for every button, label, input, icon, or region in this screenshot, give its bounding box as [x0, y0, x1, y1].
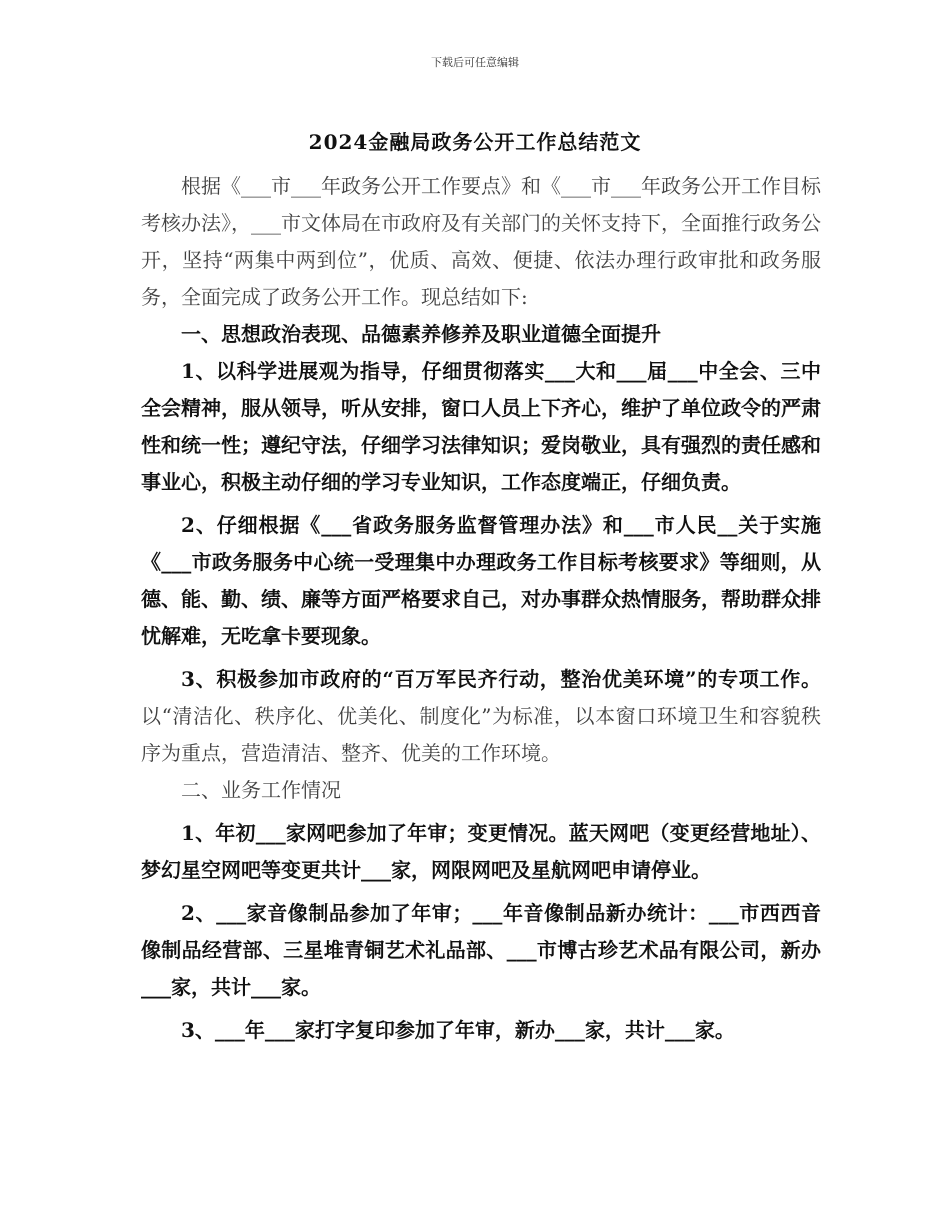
paragraph-business-2: 2、___家音像制品参加了年审；___年音像制品新办统计：___市西西音像制品经营部、三星堆青铜艺术礼品部、___市博古珍艺术品有限公司，新办___家，共计___家。: [141, 901, 821, 999]
paragraph-item-1: 1、以科学进展观为指导，仔细贯彻落实___大和___届___中全会、三中全会精神，服从领导，听从安排，窗口人员上下齐心，维护了单位政令的严肃性和统一性；遵纪守法，仔细学习法律知识；爱岗敬业，具有强烈的责任感和事业心，积极主动仔细的学习专业知识，工作态度端正，仔细负责。: [141, 359, 821, 494]
document-title: 2024金融局政务公开工作总结范文: [308, 130, 642, 154]
section-heading-2: 二、业务工作情况: [181, 778, 341, 802]
paragraph-business-1: 1、年初___家网吧参加了年审；变更情况。蓝天网吧（变更经营地址）、梦幻星空网吧等变更共计___家，网限网吧及星航网吧申请停业。: [141, 821, 821, 882]
paragraph-item-3-gray: 以“清洁化、秩序化、优美化、制度化”为标准，以本窗口环境卫生和容貌秩序为重点，营造清洁、整齐、优美的工作环境。: [141, 704, 821, 765]
paragraph-item-3-bold: 3、积极参加市政府的“百万军民齐行动，整治优美环境”的专项工作。: [181, 667, 821, 691]
header-note: 下载后可任意编辑: [431, 56, 519, 69]
section-heading-1: [141, 316, 821, 353]
paragraph-business-3: 3、___年___家打字复印参加了年审，新办___家，共计___家。: [181, 1018, 735, 1042]
intro-paragraph: 根据《___市___年政务公开工作要点》和《___市___年政务公开工作目标考核办法》，___市文体局在市政府及有关部门的关怀支持下，全面推行政务公开，坚持“两集中两到位”，优质、高效、便捷、依法办理行政审批和政务服务，全面完成了政务公开工作。现总结如下:: [141, 174, 821, 309]
paragraph-item-2: 2、仔细根据《___省政务服务监督管理办法》和___市人民__关于实施《___市政务服务中心统一受理集中办理政务工作目标考核要求》等细则，从德、能、勤、绩、廉等方面严格要求自己，对办事群众热情服务，帮助群众排忧解难，无吃拿卡要现象。: [141, 513, 821, 648]
section-heading-1-text: 一、思想政治表现、品德素养修养及职业道德全面提升: [181, 322, 661, 346]
document-body: [141, 168, 821, 1049]
paragraph-item-3: [141, 661, 821, 772]
